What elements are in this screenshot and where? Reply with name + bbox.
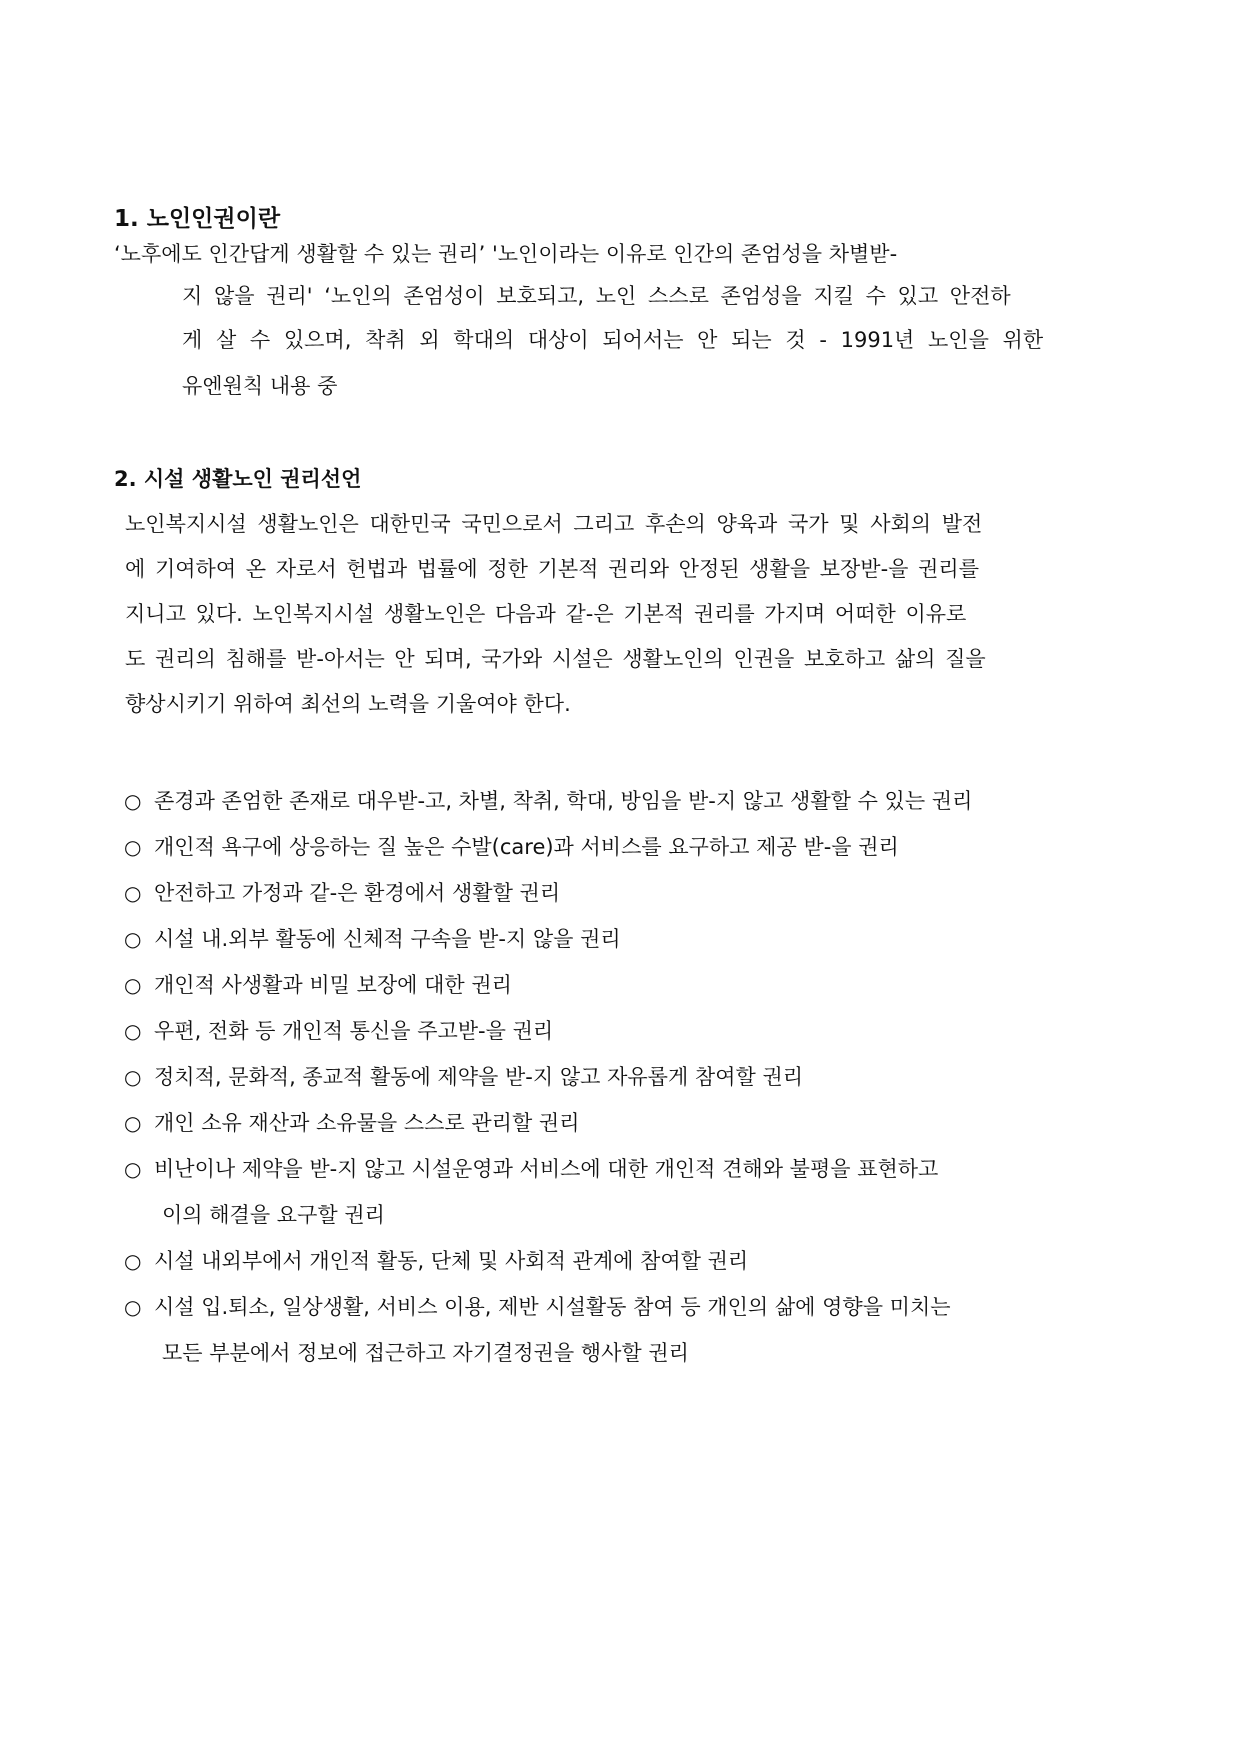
right-text: 시설 입.퇴소, 일상생활, 서비스 이용, 제반 시설활동 참여 등 개인의 삶에 영향을 미치는 — [154, 1295, 951, 1319]
right-text: 개인적 사생활과 비밀 보장에 대한 권리 — [154, 973, 512, 997]
list-item — [124, 962, 972, 1008]
right-text: 안전하고 가정과 같-은 환경에서 생활할 권리 — [154, 881, 561, 905]
rights-list — [124, 778, 972, 1376]
section1-line: 유엔원칙 내용 중 — [182, 374, 338, 398]
right-text: 비난이나 제약을 받-지 않고 시설운영과 서비스에 대한 개인적 견해와 불평을 표현하고 — [154, 1157, 939, 1181]
section1-line: 게 살 수 있으며, 착취 외 학대의 대상이 되어서는 안 되는 것 - 1991년 노인을 위한 — [182, 328, 1044, 352]
circle-bullet-icon: ○ — [124, 1065, 142, 1089]
right-text: 시설 내외부에서 개인적 활동, 단체 및 사회적 관계에 참여할 권리 — [154, 1249, 749, 1273]
circle-bullet-icon: ○ — [124, 1157, 142, 1181]
list-item — [124, 870, 972, 916]
section1-title: 1. 노인인권이란 — [114, 206, 281, 232]
section2-title: 2. 시설 생활노인 권리선언 — [114, 467, 362, 491]
right-text: 정치적, 문화적, 종교적 활동에 제약을 받-지 않고 자유롭게 참여할 권리 — [154, 1065, 804, 1089]
right-text-continued: 모든 부분에서 정보에 접근하고 자기결정권을 행사할 권리 — [162, 1341, 689, 1365]
circle-bullet-icon: ○ — [124, 789, 142, 813]
right-text: 존경과 존엄한 존재로 대우받-고, 차별, 착취, 학대, 방임을 받-지 않고 생활할 수 있는 권리 — [154, 789, 973, 813]
circle-bullet-icon: ○ — [124, 973, 142, 997]
section2-line: 노인복지시설 생활노인은 대한민국 국민으로서 그리고 후손의 양육과 국가 및 사회의 발전 — [125, 512, 983, 536]
circle-bullet-icon: ○ — [124, 881, 142, 905]
list-item — [124, 824, 972, 870]
list-item — [124, 1054, 972, 1100]
list-item — [124, 1238, 972, 1284]
list-item — [124, 916, 972, 962]
circle-bullet-icon: ○ — [124, 1019, 142, 1043]
section2-line: 도 권리의 침해를 받-아서는 안 되며, 국가와 시설은 생활노인의 인권을 보호하고 삶의 질을 — [125, 647, 986, 671]
circle-bullet-icon: ○ — [124, 1111, 142, 1135]
right-text: 시설 내.외부 활동에 신체적 구속을 받-지 않을 권리 — [154, 927, 621, 951]
right-text-continued: 이의 해결을 요구할 권리 — [162, 1203, 385, 1227]
circle-bullet-icon: ○ — [124, 835, 142, 859]
section1-line: 지 않을 권리' ‘노인의 존엄성이 보호되고, 노인 스스로 존엄성을 지킬 수 있고 안전하 — [182, 284, 1011, 308]
section2-line: 지니고 있다. 노인복지시설 생활노인은 다음과 같-은 기본적 권리를 가지며 어떠한 이유로 — [125, 602, 967, 626]
list-item — [124, 1146, 972, 1238]
circle-bullet-icon: ○ — [124, 927, 142, 951]
list-item — [124, 778, 972, 824]
list-item — [124, 1100, 972, 1146]
section2-line: 에 기여하여 온 자로서 헌법과 법률에 정한 기본적 권리와 안정된 생활을 보장받-을 권리를 — [125, 557, 979, 581]
circle-bullet-icon: ○ — [124, 1295, 142, 1319]
list-item — [124, 1008, 972, 1054]
right-text: 개인 소유 재산과 소유물을 스스로 관리할 권리 — [154, 1111, 580, 1135]
section1-line: ‘노후에도 인간답게 생활할 수 있는 권리’ '노인이라는 이유로 인간의 존엄성을 차별받- — [114, 242, 898, 266]
right-text: 우편, 전화 등 개인적 통신을 주고받-을 권리 — [154, 1019, 554, 1043]
section2-line: 향상시키기 위하여 최선의 노력을 기울여야 한다. — [125, 692, 571, 716]
circle-bullet-icon: ○ — [124, 1249, 142, 1273]
right-text: 개인적 욕구에 상응하는 질 높은 수발(care)과 서비스를 요구하고 제공 받-을 권리 — [154, 835, 899, 859]
list-item — [124, 1284, 972, 1376]
